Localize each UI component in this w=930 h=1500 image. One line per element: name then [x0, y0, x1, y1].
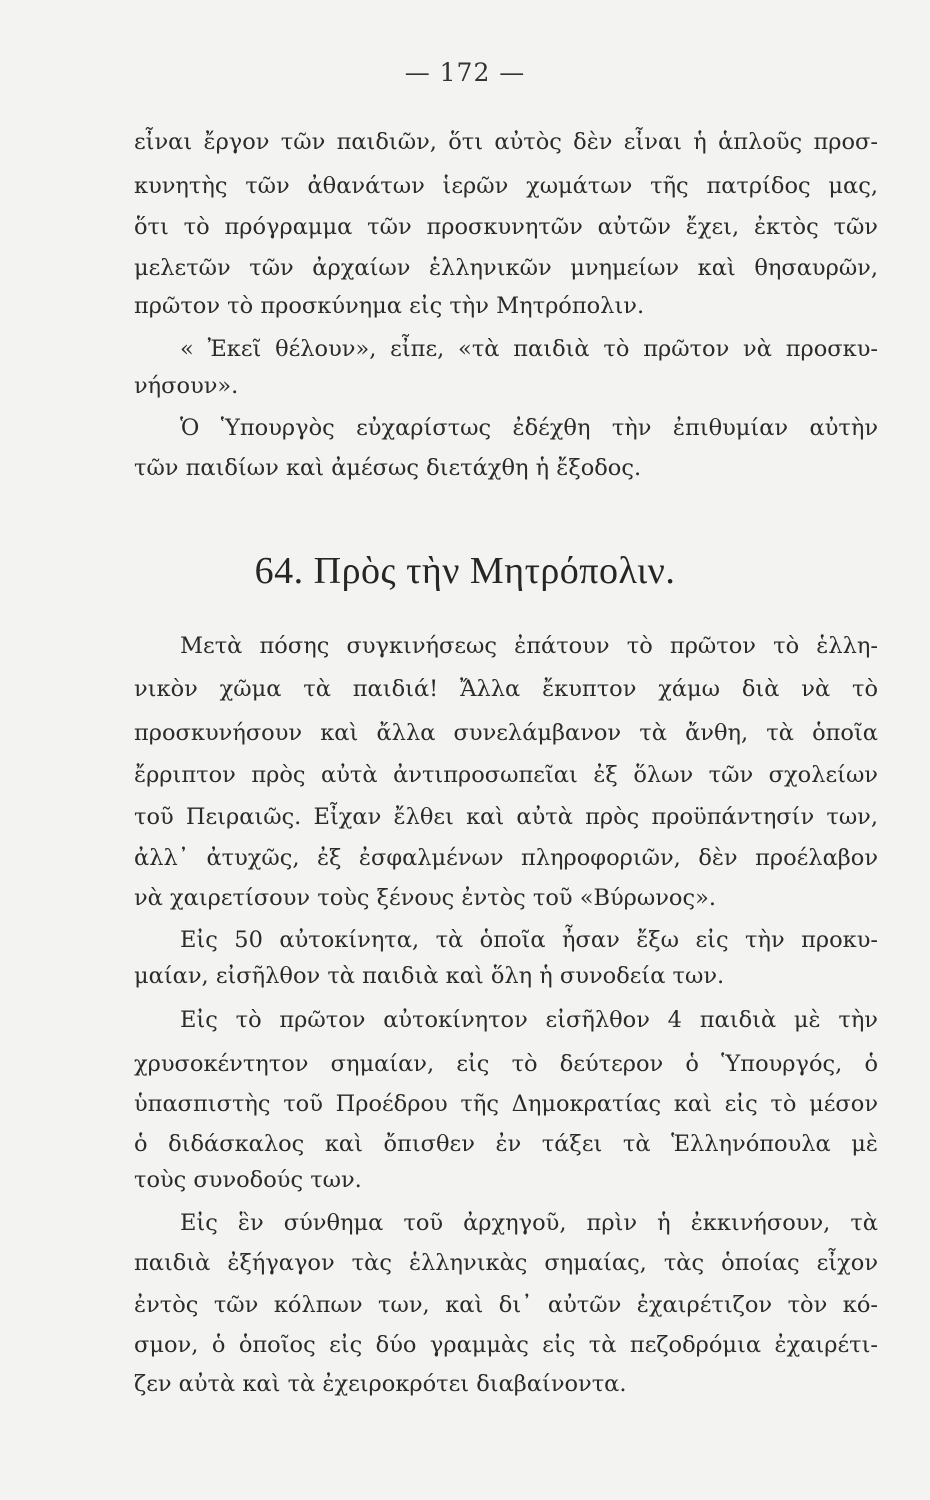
- page-number: — 172 —: [404, 58, 526, 87]
- text-line: νικὸν χῶμα τὰ παιδιά! Ἄλλα ἔκυπτον χάμω διὰ νὰ τὸ: [134, 676, 878, 702]
- text-line: ὅτι τὸ πρόγραμμα τῶν προσκυνητῶν αὐτῶν ἔχει, ἐκτὸς τῶν: [134, 214, 878, 240]
- text-line: χρυσοκέντητον σημαίαν, εἰς τὸ δεύτερον ὁ Ὑπουργός, ὁ: [134, 1051, 878, 1077]
- text-line: νὰ χαιρετίσουν τοὺς ξένους ἐντὸς τοῦ «Βύρωνος».: [134, 885, 716, 911]
- text-line: Εἰς τὸ πρῶτον αὐτοκίνητον εἰσῆλθον 4 παιδιὰ μὲ τὴν: [180, 1007, 878, 1033]
- text-line: πρῶτον τὸ προσκύνημα εἰς τὴν Μητρόπολιν.: [134, 293, 645, 319]
- text-line: μελετῶν τῶν ἀρχαίων ἑλληνικῶν μνημείων καὶ θησαυρῶν,: [134, 255, 878, 281]
- text-line: σμον, ὁ ὁποῖος εἰς δύο γραμμὰς εἰς τὰ πεζοδρόμια ἐχαιρέτι-: [134, 1332, 878, 1358]
- text-line: « Ἐκεῖ θέλουν», εἶπε, «τὰ παιδιὰ τὸ πρῶτον νὰ προσκυ-: [180, 336, 878, 362]
- section-heading: 64. Πρὸς τὴν Μητρόπολιν.: [254, 550, 676, 592]
- text-line: τοὺς συνοδούς των.: [134, 1167, 362, 1193]
- text-line: ὑπασπιστὴς τοῦ Προέδρου τῆς Δημοκρατίας καὶ εἰς τὸ μέσον: [134, 1091, 878, 1117]
- text-line: ζεν αὐτὰ καὶ τὰ ἐχειροκρότει διαβαίνοντα.: [134, 1371, 627, 1397]
- text-line: κυνητὴς τῶν ἀθανάτων ἱερῶν χωμάτων τῆς πατρίδος μας,: [134, 173, 878, 199]
- text-line: ὁ διδάσκαλος καὶ ὄπισθεν ἐν τάξει τὰ Ἑλληνόπουλα μὲ: [134, 1131, 878, 1157]
- text-line: προσκυνήσουν καὶ ἄλλα συνελάμβανον τὰ ἄνθη, τὰ ὁποῖα: [134, 720, 878, 746]
- text-line: Εἰς ἓν σύνθημα τοῦ ἀρχηγοῦ, πρὶν ἡ ἐκκινήσουν, τὰ: [180, 1210, 878, 1236]
- text-line: Ὁ Ὑπουργὸς εὐχαρίστως ἐδέχθη τὴν ἐπιθυμίαν αὐτὴν: [180, 415, 878, 441]
- text-line: Εἰς 50 αὐτοκίνητα, τὰ ὁποῖα ἦσαν ἔξω εἰς τὴν προκυ-: [180, 927, 878, 953]
- text-line: ἀλλ᾽ ἀτυχῶς, ἐξ ἐσφαλμένων πληροφοριῶν, δὲν προέλαβον: [134, 845, 878, 871]
- text-line: τῶν παιδίων καὶ ἀμέσως διετάχθη ἡ ἔξοδος.: [134, 455, 642, 481]
- text-line: νήσουν».: [134, 373, 239, 399]
- text-line: ἐντὸς τῶν κόλπων των, καὶ δι᾽ αὐτῶν ἐχαιρέτιζον τὸν κό-: [134, 1292, 878, 1318]
- text-line: παιδιὰ ἐξήγαγον τὰς ἑλληνικὰς σημαίας, τὰς ὁποίας εἶχον: [134, 1250, 878, 1276]
- text-line: μαίαν, εἰσῆλθον τὰ παιδιὰ καὶ ὅλη ἡ συνοδεία των.: [134, 963, 725, 989]
- text-line: ἔρριπτον πρὸς αὐτὰ ἀντιπροσωπεῖαι ἐξ ὅλων τῶν σχολείων: [134, 762, 878, 788]
- text-line: τοῦ Πειραιῶς. Εἶχαν ἔλθει καὶ αὐτὰ πρὸς προϋπάντησίν των,: [134, 804, 878, 830]
- text-line: εἶναι ἔργον τῶν παιδιῶν, ὅτι αὐτὸς δὲν εἶναι ἡ ἁπλοῦς προσ-: [134, 129, 878, 155]
- text-line: Μετὰ πόσης συγκινήσεως ἐπάτουν τὸ πρῶτον τὸ ἑλλη-: [180, 633, 878, 659]
